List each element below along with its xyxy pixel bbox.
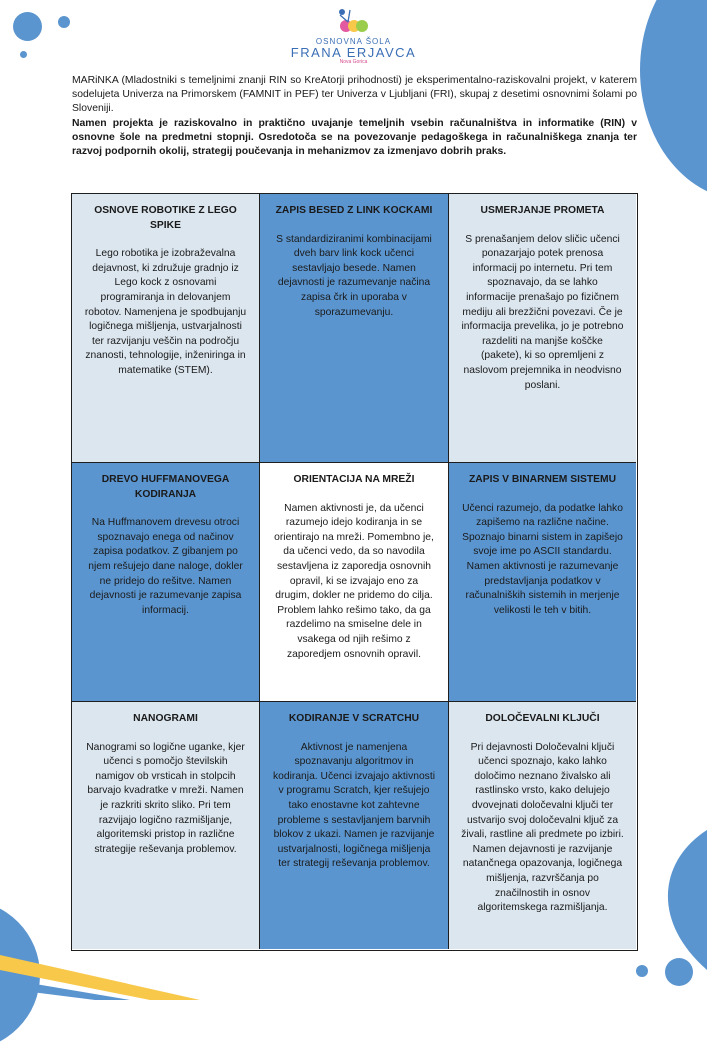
activity-title: KODIRANJE V SCRATCHU [288,713,420,724]
school-location: Nova Gorica [339,59,368,65]
activity-title: ZAPIS BESED Z LINK KOCKAMI [275,205,433,216]
activity-cell-scratch [260,702,449,949]
activity-title: NANOGRAMI [133,713,198,724]
activity-title: DREVO HUFFMANOVEGA KODIRANJA [101,474,230,500]
activity-title: ZAPIS V BINARNEM SISTEMU [468,474,617,485]
activity-title: OSNOVE ROBOTIKE Z LEGO SPIKE [94,205,237,231]
activity-description: Nanogrami so logične uganke, kjer učenci s pomočjo številskih namigov ob vrsticah in stolpcih barvajo kvadratke v mreži. Namen je razkriti skrito sliko. Pri tem razvijajo logično razmišljanje, algoritemski pristop in različne strategije reševanja problemov. [86,741,245,855]
activity-title: USMERJANJE PROMETA [480,205,605,216]
intro-bold-paragraph: Namen projekta je raziskovalno in praktično uvajanje temeljnih vsebin računalništva in informatike (RIN) v osnovne šole na predmetni stopnji. Osredotoča se na povezovanje pedagoškega in računalniškega znanja ter razvoj podpornih okolij, strategij poučevanja in mehanizmov za izmenjavo dobrih praks. [72,117,637,158]
activity-title: DOLOČEVALNI KLJUČI [485,713,600,724]
activity-cell-grid-orientation [260,463,449,702]
decor-leaf-bottom-right [630,830,707,970]
activity-description: Namen aktivnosti je, da učenci razumejo idejo kodiranja in se orientirajo na mreži. Pomembno je, da učenci vedo, da so navodila sestavljena iz zaporedja osnovnih opravil, ki se izvajajo eno za drugim, dokler ne pridemo do cilja. Problem lahko rešimo tako, da ga razdelimo na smiselne dele in vsakega od njih rešimo z zaporedjem osnovnih opravil. [274,502,434,660]
activity-description: S standardiziranimi kombinacijami dveh barv link kock učenci sestavljajo besede. Namen dejavnosti je razumevanje načina zapisa črk in uporaba v sporazumevanju. [276,233,432,318]
activity-cell-robotics [72,194,260,463]
school-name-line2: FRANA ERJAVCA [290,45,417,60]
activity-cell-huffman-tree [72,463,260,702]
school-name-line1: OSNOVNA ŠOLA [315,37,392,46]
school-logo-icon [332,6,376,36]
activity-description: Učenci razumejo, da podatke lahko zapišemo na različne načine. Spoznajo binarni sistem in zapišejo svoje ime po ASCII standardu. Namen aktivnosti je razumevanje predstavljanja podatkov v računalniških sistemih in merjenje velikosti le teh v bitih. [462,502,623,616]
decor-circle-bottom-right-large [665,958,693,986]
activity-cell-nonograms [72,702,260,949]
activity-description: Aktivnost je namenjena spoznavanju algoritmov in kodiranja. Učenci izvajajo aktivnosti v programu Scratch, kjer rešujejo tako enostavne kot zahtevne probleme s sestavljanjem barvnih blokov z ukazi. Namen je razvijanje ustvarjalnosti, logičnega mišljenja ter strategij reševanja problemov. [273,741,435,870]
activity-grid [71,193,638,951]
activity-description: Lego robotika je izobraževalna dejavnost, ki združuje gradnjo iz Lego kock z osnovami programiranja in delovanjem robotov. Namenjena je spodbujanju logičnega mišljenja, ustvarjalnosti ter razvijanju veščin na področju znanosti, tehnologije, inženiringa in matematike (STEM). [84,248,247,376]
intro-text [72,74,637,159]
school-logo [0,6,707,65]
activity-description: Na Huffmanovem drevesu otroci spoznavajo enega od načinov zapisa podatkov. Z gibanjem po njem rešujejo dane naloge, dokler ne pridejo do rešitve. Namen dejavnosti je razumevanje zapisa informacij. [88,517,243,616]
activity-description: S prenašanjem delov sličic učenci ponazarjajo potek prenosa informacij po internetu. Pri tem spoznavajo, da se lahko informacije prenašajo po fizičnem mediju ali brezžični povezavi. Če je informacija prevelika, jo je potrebno razdeliti na manjše koščke (pakete), ki so opremljeni z naslovom prejemnika in neodvisno poslani. [461,233,624,391]
intro-paragraph: MARiNKA (Mladostniki s temeljnimi znanji RIN so KreAtorji prihodnosti) je eksperimentalno-raziskovalni projekt, v katerem sodelujeta Univerza na Primorskem (FAMNIT in PEF) ter Univerza v Ljubljani (FRI), skupaj z desetimi osnovnimi šolami po Sloveniji. [72,75,637,115]
activity-title: ORIENTACIJA NA MREŽI [293,474,415,485]
activity-cell-identification-keys [449,702,636,949]
activity-cell-traffic-routing [449,194,636,463]
activity-cell-link-cubes [260,194,449,463]
decor-circle-bottom-right-small [636,965,648,977]
activity-cell-binary [449,463,636,702]
activity-description: Pri dejavnosti Določevalni ključi učenci spoznajo, kako lahko določimo neznano živalsko ali rastlinsko vrsto, kako delujejo dvovejnati določevalni ključi ter ustvarijo svoj določevalni ključ za živali, rastline ali predmete po izbiri. Namen dejavnosti je razvijanje natančnega opazovanja, logičnega mišljenja, razvrščanja po značilnostih in osnov algoritemskega razmišljanja. [461,741,624,914]
